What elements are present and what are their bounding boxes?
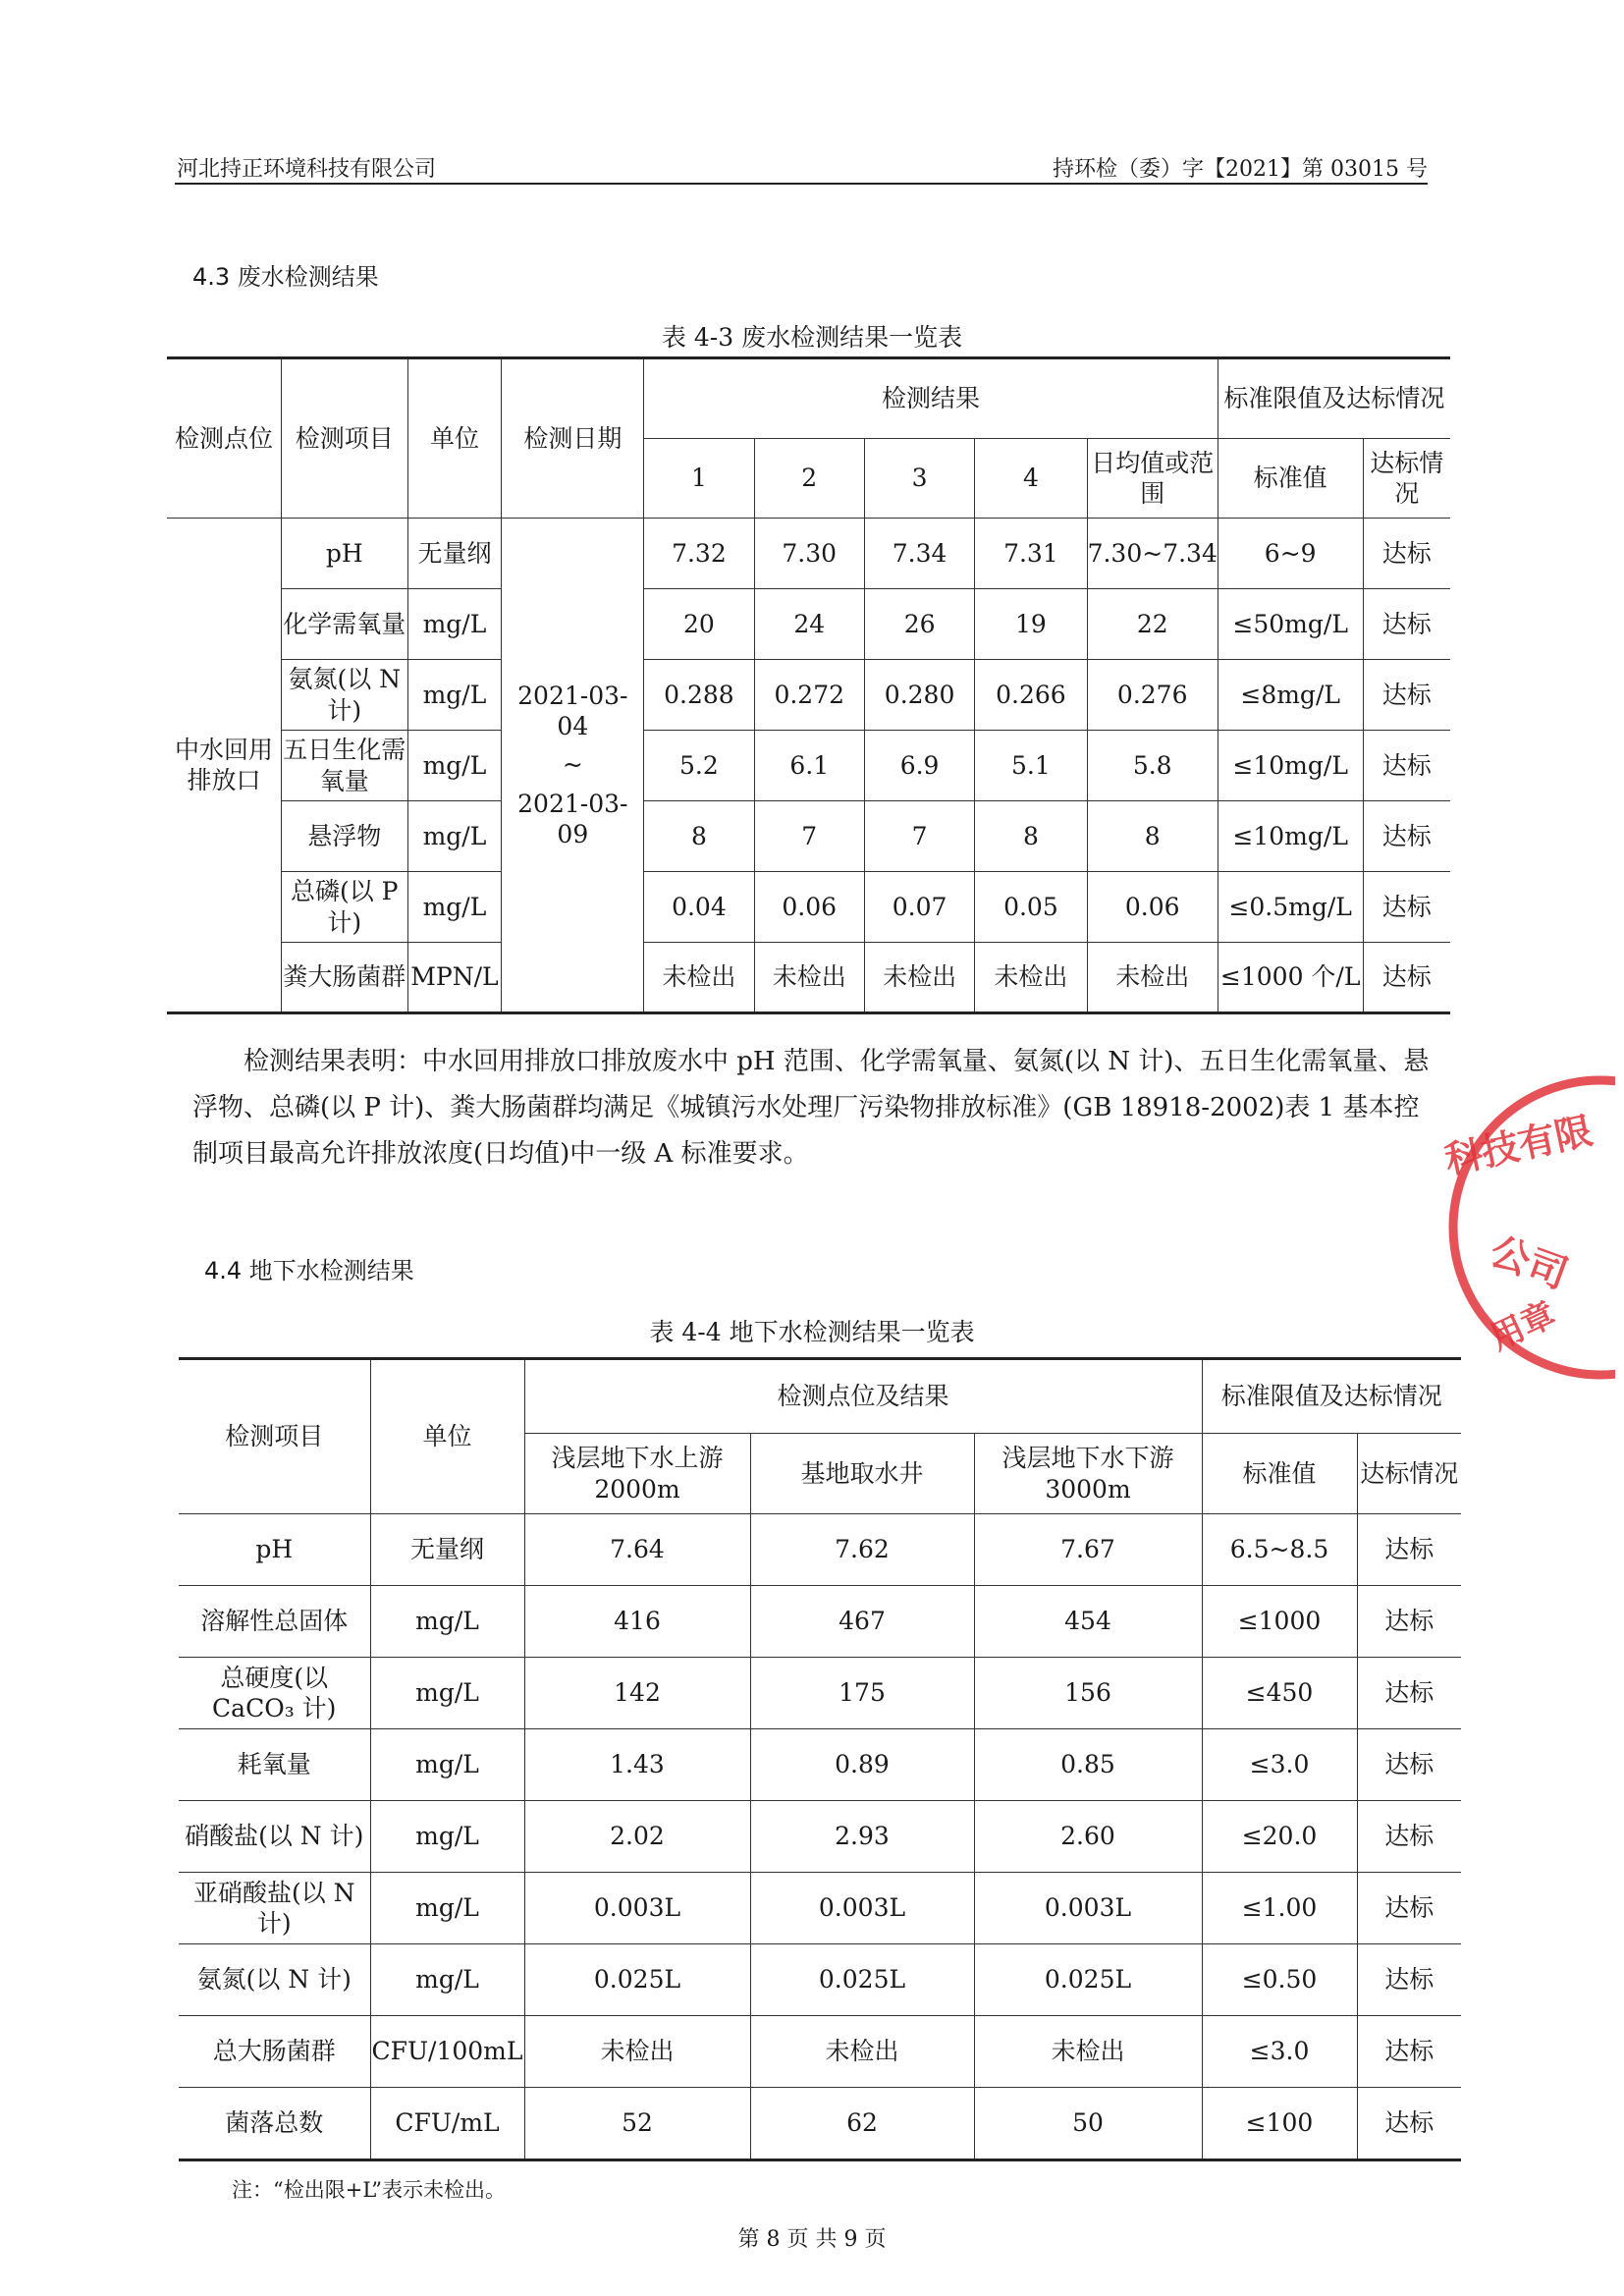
cell-std: 6.5~8.5 [1202, 1514, 1357, 1586]
cell-value: 0.07 [864, 872, 974, 943]
svg-text:用章: 用章 [1484, 1294, 1562, 1359]
cell-value: 未检出 [750, 2016, 974, 2088]
table-row [179, 1586, 1461, 1658]
section-title-groundwater: 4.4 地下水检测结果 [204, 1257, 414, 1285]
header-date: 检测日期 [502, 358, 644, 519]
cell-unit: mg/L [407, 872, 502, 943]
cell-value: 0.025L [974, 1944, 1202, 2016]
cell-value: 6.9 [864, 731, 974, 801]
table-row [179, 1873, 1461, 1944]
cell-value: 7.62 [750, 1514, 974, 1586]
cell-value: 0.025L [750, 1944, 974, 2016]
groundwater-results-table [179, 1357, 1461, 2161]
cell-value: 6.1 [754, 731, 864, 801]
cell-value: 0.266 [975, 660, 1087, 731]
cell-value: 0.06 [754, 872, 864, 943]
cell-value: 5.2 [644, 731, 754, 801]
cell-value: 0.272 [754, 660, 864, 731]
cell-ok: 达标 [1363, 872, 1450, 943]
cell-ok: 达标 [1357, 1944, 1461, 2016]
cell-ok: 达标 [1357, 1514, 1461, 1586]
company-name: 河北持正环境科技有限公司 [177, 157, 437, 182]
header-unit: 单位 [370, 1359, 524, 1514]
table-row [167, 660, 1450, 731]
cell-unit: MPN/L [407, 943, 502, 1013]
header-limit: 标准限值及达标情况 [1202, 1359, 1461, 1434]
header-std: 标准值 [1218, 439, 1363, 519]
cell-item: 硝酸盐(以 N 计) [179, 1801, 370, 1873]
date-to: 2021-03-09 [517, 789, 628, 848]
cell-item: 悬浮物 [282, 801, 408, 872]
table-row [167, 519, 1450, 589]
cell-item: 菌落总数 [179, 2088, 370, 2160]
cell-avg: 7.30~7.34 [1087, 519, 1218, 589]
cell-item: 亚硝酸盐(以 N 计) [179, 1873, 370, 1944]
cell-std: ≤20.0 [1202, 1801, 1357, 1873]
cell-ok: 达标 [1357, 2016, 1461, 2088]
sample-point: 中水回用排放口 [167, 519, 282, 1013]
table-note: 注：“检出限+L”表示未检出。 [232, 2178, 506, 2202]
cell-value: 20 [644, 589, 754, 660]
cell-value: 156 [974, 1658, 1202, 1729]
cell-unit: CFU/100mL [370, 2016, 524, 2088]
cell-value: 未检出 [754, 943, 864, 1013]
cell-std: ≤0.50 [1202, 1944, 1357, 2016]
cell-item: pH [179, 1514, 370, 1586]
table-row [167, 872, 1450, 943]
cell-unit: mg/L [407, 731, 502, 801]
cell-value: 8 [975, 801, 1087, 872]
table-row [167, 731, 1450, 801]
cell-value: 2.60 [974, 1801, 1202, 1873]
cell-unit: mg/L [407, 801, 502, 872]
cell-ok: 达标 [1363, 731, 1450, 801]
cell-value: 0.85 [974, 1729, 1202, 1801]
cell-avg: 未检出 [1087, 943, 1218, 1013]
cell-unit: mg/L [370, 1801, 524, 1873]
header-point: 检测点位 [167, 358, 282, 519]
table-row [179, 1658, 1461, 1729]
cell-std: ≤8mg/L [1218, 660, 1363, 731]
cell-item: 粪大肠菌群 [282, 943, 408, 1013]
report-number: 持环检（委）字【2021】第 03015 号 [1053, 157, 1428, 182]
company-seal-stamp [1389, 1066, 1615, 1390]
header-avg: 日均值或范围 [1087, 439, 1218, 519]
cell-std: ≤1.00 [1202, 1873, 1357, 1944]
cell-ok: 达标 [1357, 1658, 1461, 1729]
header-col-4: 4 [975, 439, 1087, 519]
page-number: 第 8 页 共 9 页 [737, 2227, 887, 2252]
table-row [167, 943, 1450, 1013]
cell-item: 耗氧量 [179, 1729, 370, 1801]
cell-std: ≤450 [1202, 1658, 1357, 1729]
cell-value: 0.003L [750, 1873, 974, 1944]
cell-avg: 0.276 [1087, 660, 1218, 731]
header-point-1: 浅层地下水上游 2000m [524, 1434, 750, 1514]
cell-avg: 0.06 [1087, 872, 1218, 943]
cell-ok: 达标 [1357, 1801, 1461, 1873]
cell-value: 未检出 [644, 943, 754, 1013]
sample-date [502, 519, 644, 1013]
cell-value: 7.67 [974, 1514, 1202, 1586]
cell-std: ≤10mg/L [1218, 731, 1363, 801]
cell-value: 0.288 [644, 660, 754, 731]
cell-value: 24 [754, 589, 864, 660]
cell-value: 0.003L [974, 1873, 1202, 1944]
cell-value: 0.025L [524, 1944, 750, 2016]
table-row [179, 2016, 1461, 2088]
cell-ok: 达标 [1357, 2088, 1461, 2160]
cell-ok: 达标 [1357, 1729, 1461, 1801]
header-item: 检测项目 [179, 1359, 370, 1514]
header-results: 检测结果 [644, 358, 1218, 439]
cell-value: 7.31 [975, 519, 1087, 589]
cell-std: ≤3.0 [1202, 2016, 1357, 2088]
cell-value: 454 [974, 1586, 1202, 1658]
cell-value: 未检出 [974, 2016, 1202, 2088]
cell-unit: mg/L [370, 1586, 524, 1658]
cell-item: 化学需氧量 [282, 589, 408, 660]
cell-value: 2.02 [524, 1801, 750, 1873]
cell-value: 7.64 [524, 1514, 750, 1586]
cell-value: 2.93 [750, 1801, 974, 1873]
header-ok: 达标情况 [1357, 1434, 1461, 1514]
header-col-2: 2 [754, 439, 864, 519]
cell-unit: mg/L [407, 660, 502, 731]
cell-unit: 无量纲 [370, 1514, 524, 1586]
table-row [179, 1514, 1461, 1586]
cell-value: 7 [864, 801, 974, 872]
table-caption-wastewater: 表 4-3 废水检测结果一览表 [661, 323, 963, 352]
cell-value: 未检出 [975, 943, 1087, 1013]
cell-value: 7.34 [864, 519, 974, 589]
cell-std: ≤10mg/L [1218, 801, 1363, 872]
cell-item: 氨氮(以 N 计) [282, 660, 408, 731]
table-row [179, 1729, 1461, 1801]
cell-value: 50 [974, 2088, 1202, 2160]
cell-item: 五日生化需氧量 [282, 731, 408, 801]
conclusion-paragraph: 检测结果表明：中水回用排放口排放废水中 pH 范围、化学需氧量、氨氮(以 N 计)、五日生化需氧量、悬浮物、总磷(以 P 计)、粪大肠菌群均满足《城镇污水处理厂污染物排放标准》(GB 18918-2002)表 1 基本控制项目最高允许排放浓度(日均值)中一级 A 标准要求。 [192, 1047, 1430, 1169]
svg-text:公司: 公司 [1484, 1228, 1574, 1298]
table-row [179, 2088, 1461, 2160]
header-point-2: 基地取水井 [750, 1434, 974, 1514]
cell-ok: 达标 [1363, 943, 1450, 1013]
cell-unit: mg/L [370, 1873, 524, 1944]
date-from: 2021-03-04 [517, 681, 628, 741]
cell-ok: 达标 [1363, 660, 1450, 731]
cell-ok: 达标 [1357, 1586, 1461, 1658]
cell-item: 总磷(以 P 计) [282, 872, 408, 943]
section-title-wastewater: 4.3 废水检测结果 [192, 263, 379, 291]
cell-value: 7.30 [754, 519, 864, 589]
cell-value: 0.280 [864, 660, 974, 731]
header-ok: 达标情况 [1363, 439, 1450, 519]
header-point-3: 浅层地下水下游 3000m [974, 1434, 1202, 1514]
cell-value: 26 [864, 589, 974, 660]
cell-std: ≤50mg/L [1218, 589, 1363, 660]
cell-ok: 达标 [1363, 519, 1450, 589]
cell-unit: CFU/mL [370, 2088, 524, 2160]
header-divider [175, 183, 1428, 185]
cell-std: ≤1000 个/L [1218, 943, 1363, 1013]
cell-unit: mg/L [370, 1729, 524, 1801]
cell-value: 未检出 [864, 943, 974, 1013]
cell-value: 未检出 [524, 2016, 750, 2088]
cell-value: 0.05 [975, 872, 1087, 943]
cell-item: pH [282, 519, 408, 589]
header-std: 标准值 [1202, 1434, 1357, 1514]
cell-avg: 22 [1087, 589, 1218, 660]
cell-value: 416 [524, 1586, 750, 1658]
cell-value: 467 [750, 1586, 974, 1658]
cell-value: 0.89 [750, 1729, 974, 1801]
cell-value: 175 [750, 1658, 974, 1729]
cell-item: 溶解性总固体 [179, 1586, 370, 1658]
cell-ok: 达标 [1363, 801, 1450, 872]
cell-unit: mg/L [407, 589, 502, 660]
cell-avg: 5.8 [1087, 731, 1218, 801]
cell-value: 7.32 [644, 519, 754, 589]
cell-value: 142 [524, 1658, 750, 1729]
cell-std: ≤0.5mg/L [1218, 872, 1363, 943]
header-unit: 单位 [407, 358, 502, 519]
cell-value: 52 [524, 2088, 750, 2160]
wastewater-results-table [167, 356, 1450, 1014]
cell-value: 62 [750, 2088, 974, 2160]
cell-value: 19 [975, 589, 1087, 660]
header-col-3: 3 [864, 439, 974, 519]
date-sep: ~ [562, 750, 583, 780]
cell-ok: 达标 [1357, 1873, 1461, 1944]
cell-avg: 8 [1087, 801, 1218, 872]
cell-value: 8 [644, 801, 754, 872]
cell-std: ≤1000 [1202, 1586, 1357, 1658]
table-row [167, 589, 1450, 660]
cell-unit: 无量纲 [407, 519, 502, 589]
cell-item: 总大肠菌群 [179, 2016, 370, 2088]
header-results: 检测点位及结果 [524, 1359, 1202, 1434]
cell-value: 1.43 [524, 1729, 750, 1801]
table-caption-groundwater: 表 4-4 地下水检测结果一览表 [649, 1318, 975, 1346]
cell-std: ≤3.0 [1202, 1729, 1357, 1801]
svg-text:科技有限: 科技有限 [1440, 1108, 1597, 1182]
header-limit: 标准限值及达标情况 [1218, 358, 1450, 439]
cell-unit: mg/L [370, 1944, 524, 2016]
cell-value: 0.003L [524, 1873, 750, 1944]
cell-value: 5.1 [975, 731, 1087, 801]
cell-value: 0.04 [644, 872, 754, 943]
cell-std: 6~9 [1218, 519, 1363, 589]
header-col-1: 1 [644, 439, 754, 519]
table-row [179, 1801, 1461, 1873]
header-item: 检测项目 [282, 358, 408, 519]
table-row [179, 1944, 1461, 2016]
cell-item: 氨氮(以 N 计) [179, 1944, 370, 2016]
table-row [167, 801, 1450, 872]
cell-ok: 达标 [1363, 589, 1450, 660]
cell-value: 7 [754, 801, 864, 872]
cell-item: 总硬度(以 CaCO₃ 计) [179, 1658, 370, 1729]
cell-std: ≤100 [1202, 2088, 1357, 2160]
cell-unit: mg/L [370, 1658, 524, 1729]
